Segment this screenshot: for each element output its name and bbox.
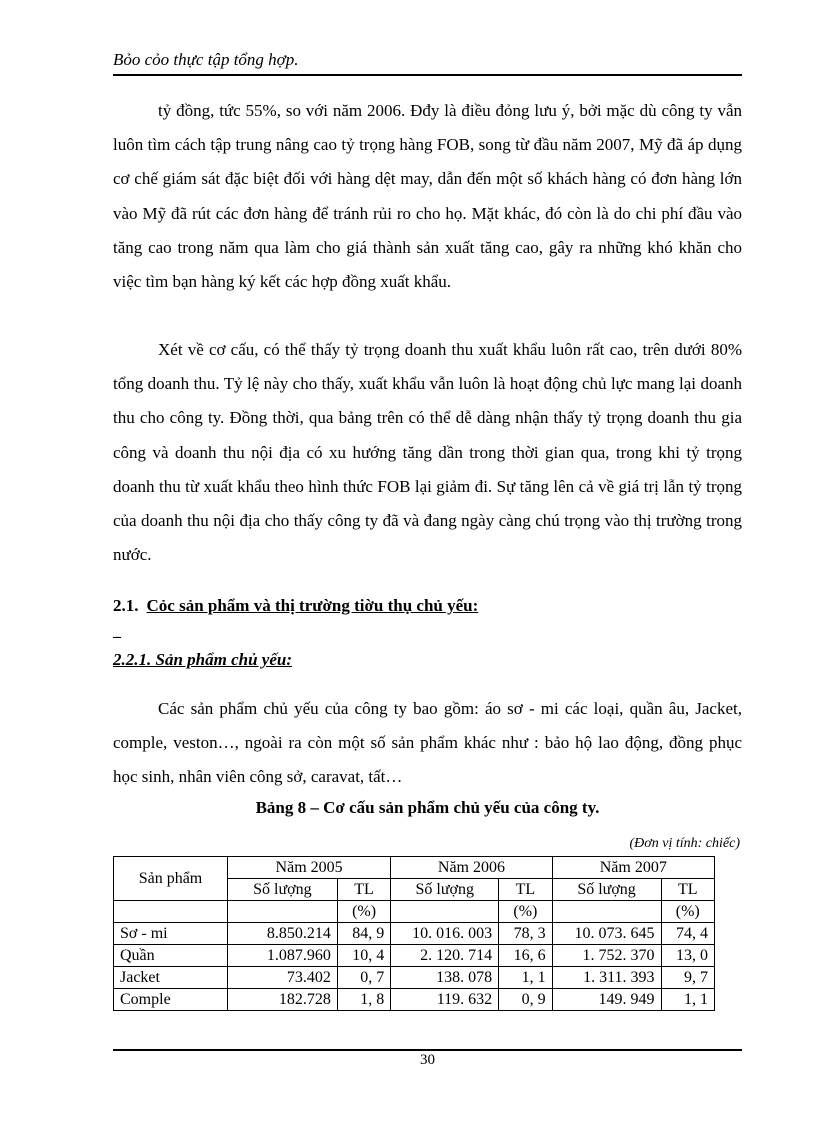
- pct-value: 13, 0: [661, 945, 715, 967]
- pct-value: 10, 4: [337, 945, 390, 967]
- qty-value: 2. 120. 714: [391, 945, 499, 967]
- pct-value: 16, 6: [499, 945, 552, 967]
- section-number: 2.1.: [113, 596, 139, 615]
- qty-value: 10. 073. 645: [552, 923, 661, 945]
- qty-value: 119. 632: [391, 989, 499, 1011]
- paragraph-2: Xét về cơ cấu, có thể thấy tỷ trọng doanh thu xuất khẩu luôn rất cao, trên dưới 80% tổng doanh thu. Tỷ lệ này cho thấy, xuất khẩu vẫn luôn là hoạt động chủ lực mang lại doanh thu cho công ty. Đồng thời, qua bảng trên có thể dễ dàng nhận thấy tỷ trọng doanh thu gia công và doanh thu nội địa có xu hướng tăng dần trong thời gian qua, trong khi tỷ trọng doanh thu từ xuất khẩu theo hình thức FOB lại giảm đi. Sự tăng lên cả về giá trị lẫn tỷ trọng của doanh thu nội địa cho thấy công ty đã và đang ngày càng chú trọng vào thị trường trong nước.: [113, 340, 742, 565]
- year-header: Năm 2007: [552, 857, 714, 879]
- pct-value: 1, 1: [499, 967, 552, 989]
- qty-header: Số lượng: [227, 879, 337, 901]
- pct-value: 0, 9: [499, 989, 552, 1011]
- subsection-heading: 2.2.1. Sản phẩm chủ yếu:: [113, 650, 292, 669]
- empty-cell: [552, 901, 661, 923]
- qty-value: 1. 752. 370: [552, 945, 661, 967]
- table-unit: (Đơn vị tính: chiếc): [629, 836, 740, 851]
- qty-value: 149. 949: [552, 989, 661, 1011]
- empty-cell: [227, 901, 337, 923]
- qty-value: 8.850.214: [227, 923, 337, 945]
- table-row: [114, 989, 715, 1011]
- pct-unit: (%): [337, 901, 390, 923]
- empty-cell: [114, 901, 228, 923]
- qty-value: 1.087.960: [227, 945, 337, 967]
- table-row: [114, 967, 715, 989]
- paragraph-1: tỷ đồng, tức 55%, so với năm 2006. Đđy là điều đỏng lưu ý, bởi mặc dù công ty vẫn luôn tìm cách tập trung nâng cao tỷ trọng hàng FOB, song từ đầu năm 2007, Mỹ đã áp dụng cơ chế giám sát đặc biệt đối với hàng dệt may, dẫn đến một số khách hàng có đơn hàng lớn vào Mỹ đã rút các đơn hàng để tránh rủi ro cho họ. Mặt khác, đó còn là do chi phí đầu vào tăng cao trong năm qua làm cho giá thành sản xuất tăng cao, gây ra những khó khăn cho việc tìm bạn hàng ký kết các hợp đồng xuất khẩu.: [113, 101, 742, 292]
- qty-header: Số lượng: [552, 879, 661, 901]
- product-header: Sản phẩm: [114, 857, 228, 901]
- header-rule: [113, 74, 742, 76]
- qty-value: 73.402: [227, 967, 337, 989]
- section-heading: [113, 596, 478, 616]
- qty-header: Số lượng: [391, 879, 499, 901]
- year-header: Năm 2005: [227, 857, 390, 879]
- table-caption: Bảng 8 – Cơ cấu sản phẩm chủ yếu của công ty.: [255, 798, 600, 817]
- section-dash: –: [113, 628, 121, 645]
- qty-value: 1. 311. 393: [552, 967, 661, 989]
- pct-value: 0, 7: [337, 967, 390, 989]
- pct-header: TL: [661, 879, 715, 901]
- product-name: Quần: [114, 945, 228, 967]
- product-name: Jacket: [114, 967, 228, 989]
- pct-unit: (%): [499, 901, 552, 923]
- qty-value: 10. 016. 003: [391, 923, 499, 945]
- pct-value: 74, 4: [661, 923, 715, 945]
- pct-header: TL: [337, 879, 390, 901]
- paragraph-3: Các sản phẩm chủ yếu của công ty bao gồm: áo sơ - mi các loại, quần âu, Jacket, comple, veston…, ngoài ra còn một số sản phẩm khác như : bảo hộ lao động, đồng phục học sinh, nhân viên công sở, caravat, tất…: [113, 699, 742, 787]
- qty-value: 182.728: [227, 989, 337, 1011]
- product-structure-table: [113, 856, 715, 1011]
- pct-value: 1, 1: [661, 989, 715, 1011]
- qty-value: 138. 078: [391, 967, 499, 989]
- section-title: Cỏc sản phẩm và thị trường tiờu thụ chủ yếu:: [146, 596, 479, 615]
- product-name: Sơ - mi: [114, 923, 228, 945]
- product-name: Comple: [114, 989, 228, 1011]
- pct-value: 78, 3: [499, 923, 552, 945]
- page-header: Bỏo cỏo thực tập tổng hợp.: [113, 50, 299, 69]
- table-row: [114, 923, 715, 945]
- footer-rule: [113, 1049, 742, 1051]
- pct-header: TL: [499, 879, 552, 901]
- pct-value: 84, 9: [337, 923, 390, 945]
- table-row: [114, 945, 715, 967]
- empty-cell: [391, 901, 499, 923]
- pct-value: 9, 7: [661, 967, 715, 989]
- page-number: 30: [420, 1052, 435, 1068]
- pct-unit: (%): [661, 901, 715, 923]
- pct-value: 1, 8: [337, 989, 390, 1011]
- year-header: Năm 2006: [391, 857, 552, 879]
